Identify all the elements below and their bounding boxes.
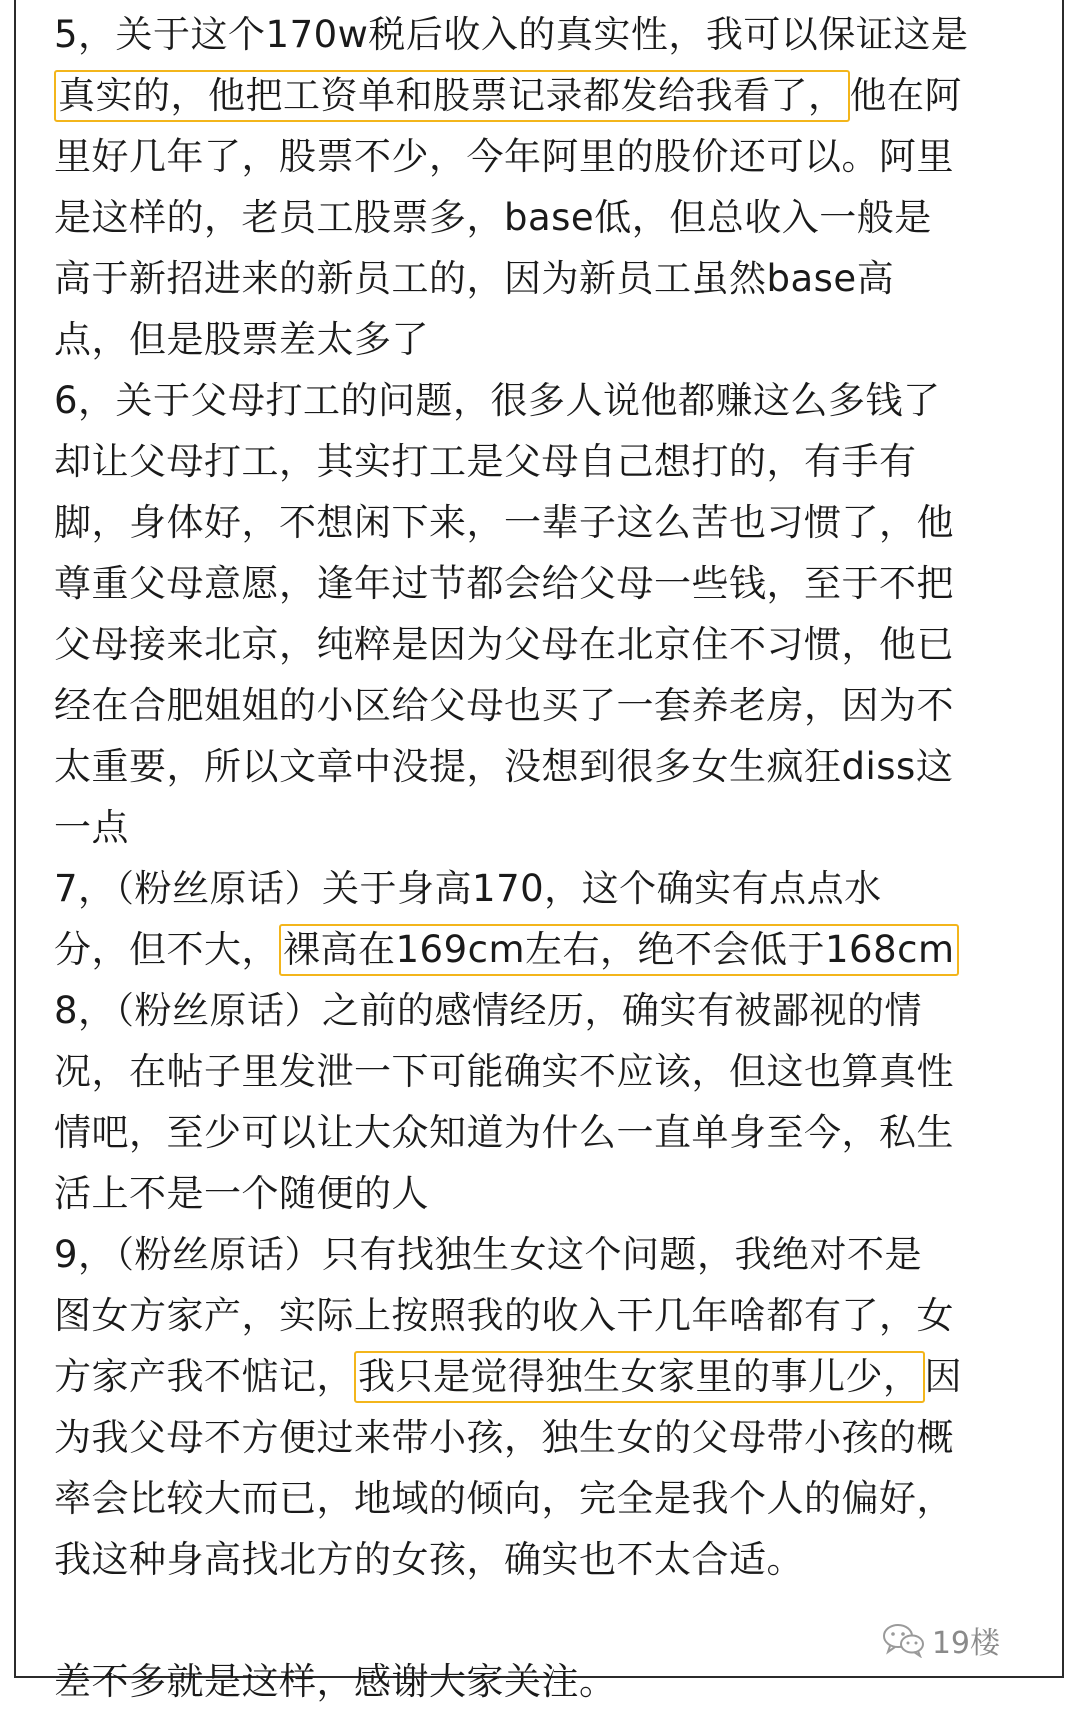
text-segment: 9，（粉丝原话）只有找独生女这个问题，我绝对不是 (54, 1233, 923, 1276)
text-segment: 一点 (54, 806, 129, 849)
text-segment: 太重要，所以文章中没提，没想到很多女生疯狂diss这 (54, 745, 954, 788)
text-line (54, 1407, 1064, 1468)
text-segment: 却让父母打工，其实打工是父母自己想打的，有手有 (54, 440, 917, 483)
text-line (54, 1285, 1064, 1346)
text-segment: 况，在帖子里发泄一下可能确实不应该，但这也算真性 (54, 1050, 954, 1093)
text-line (54, 1346, 1064, 1407)
text-segment: 7，（粉丝原话）关于身高170，这个确实有点点水 (54, 867, 882, 910)
text-line (54, 65, 1064, 126)
text-line (54, 553, 1064, 614)
highlight-box: 真实的，他把工资单和股票记录都发给我看了， (54, 70, 850, 122)
text-line (54, 919, 1064, 980)
wechat-icon (882, 1622, 926, 1658)
text-segment: 8，（粉丝原话）之前的感情经历，确实有被鄙视的情 (54, 989, 923, 1032)
text-line (54, 1102, 1064, 1163)
text-segment: 因 (924, 1355, 962, 1398)
text-segment: 经在合肥姐姐的小区给父母也买了一套养老房，因为不 (54, 684, 954, 727)
text-segment: 5，关于这个170w税后收入的真实性，我可以保证这是 (54, 13, 969, 56)
text-line (54, 187, 1064, 248)
text-line (54, 858, 1064, 919)
text-segment: 方家产我不惦记， (54, 1355, 354, 1398)
highlight-box: 我只是觉得独生女家里的事儿少， (354, 1351, 925, 1403)
text-line (54, 1529, 1064, 1590)
text-line (54, 126, 1064, 187)
document-frame (14, 0, 1064, 1703)
watermark-text: 19楼 (931, 1626, 1000, 1661)
text-line (54, 1163, 1064, 1224)
text-line (54, 248, 1064, 309)
text-line (54, 675, 1064, 736)
text-segment: 我这种身高找北方的女孩，确实也不太合适。 (54, 1538, 804, 1581)
text-line (54, 1224, 1064, 1285)
text-line (54, 1468, 1064, 1529)
text-segment: 6，关于父母打工的问题，很多人说他都赚这么多钱了 (54, 379, 941, 422)
text-line (54, 431, 1064, 492)
text-line (54, 309, 1064, 370)
text-line (54, 4, 1064, 65)
text-segment: 是这样的，老员工股票多，base低，但总收入一般是 (54, 196, 932, 239)
text-line (54, 980, 1064, 1041)
text-segment: 图女方家产，实际上按照我的收入干几年啥都有了，女 (54, 1294, 954, 1337)
closing-text: 差不多就是这样，感谢大家关注。 (54, 1660, 617, 1703)
text-segment: 分，但不大， (54, 928, 279, 971)
text-line (54, 1041, 1064, 1102)
text-segment: 点，但是股票差太多了 (54, 318, 429, 361)
text-line (54, 797, 1064, 858)
text-segment: 为我父母不方便过来带小孩，独生女的父母带小孩的概 (54, 1416, 954, 1459)
text-segment: 他在阿 (849, 74, 962, 117)
text-segment: 高于新招进来的新员工的，因为新员工虽然base高 (54, 257, 895, 300)
post-text (54, 4, 1064, 1712)
text-segment: 情吧，至少可以让大众知道为什么一直单身至今，私生 (54, 1111, 954, 1154)
text-segment: 活上不是一个随便的人 (54, 1172, 429, 1215)
text-line (54, 614, 1064, 675)
text-line (54, 370, 1064, 431)
text-segment: 里好几年了，股票不少，今年阿里的股价还可以。阿里 (54, 135, 954, 178)
text-line (54, 492, 1064, 553)
text-segment: 尊重父母意愿，逢年过节都会给父母一些钱，至于不把 (54, 562, 954, 605)
text-segment: 率会比较大而已，地域的倾向，完全是我个人的偏好， (54, 1477, 954, 1520)
highlight-box: 裸高在169cm左右，绝不会低于168cm (279, 924, 959, 976)
watermark (882, 1618, 1000, 1662)
text-segment: 父母接来北京，纯粹是因为父母在北京住不习惯，他已 (54, 623, 954, 666)
text-line (54, 736, 1064, 797)
text-segment: 脚，身体好，不想闲下来，一辈子这么苦也习惯了，他 (54, 501, 954, 544)
